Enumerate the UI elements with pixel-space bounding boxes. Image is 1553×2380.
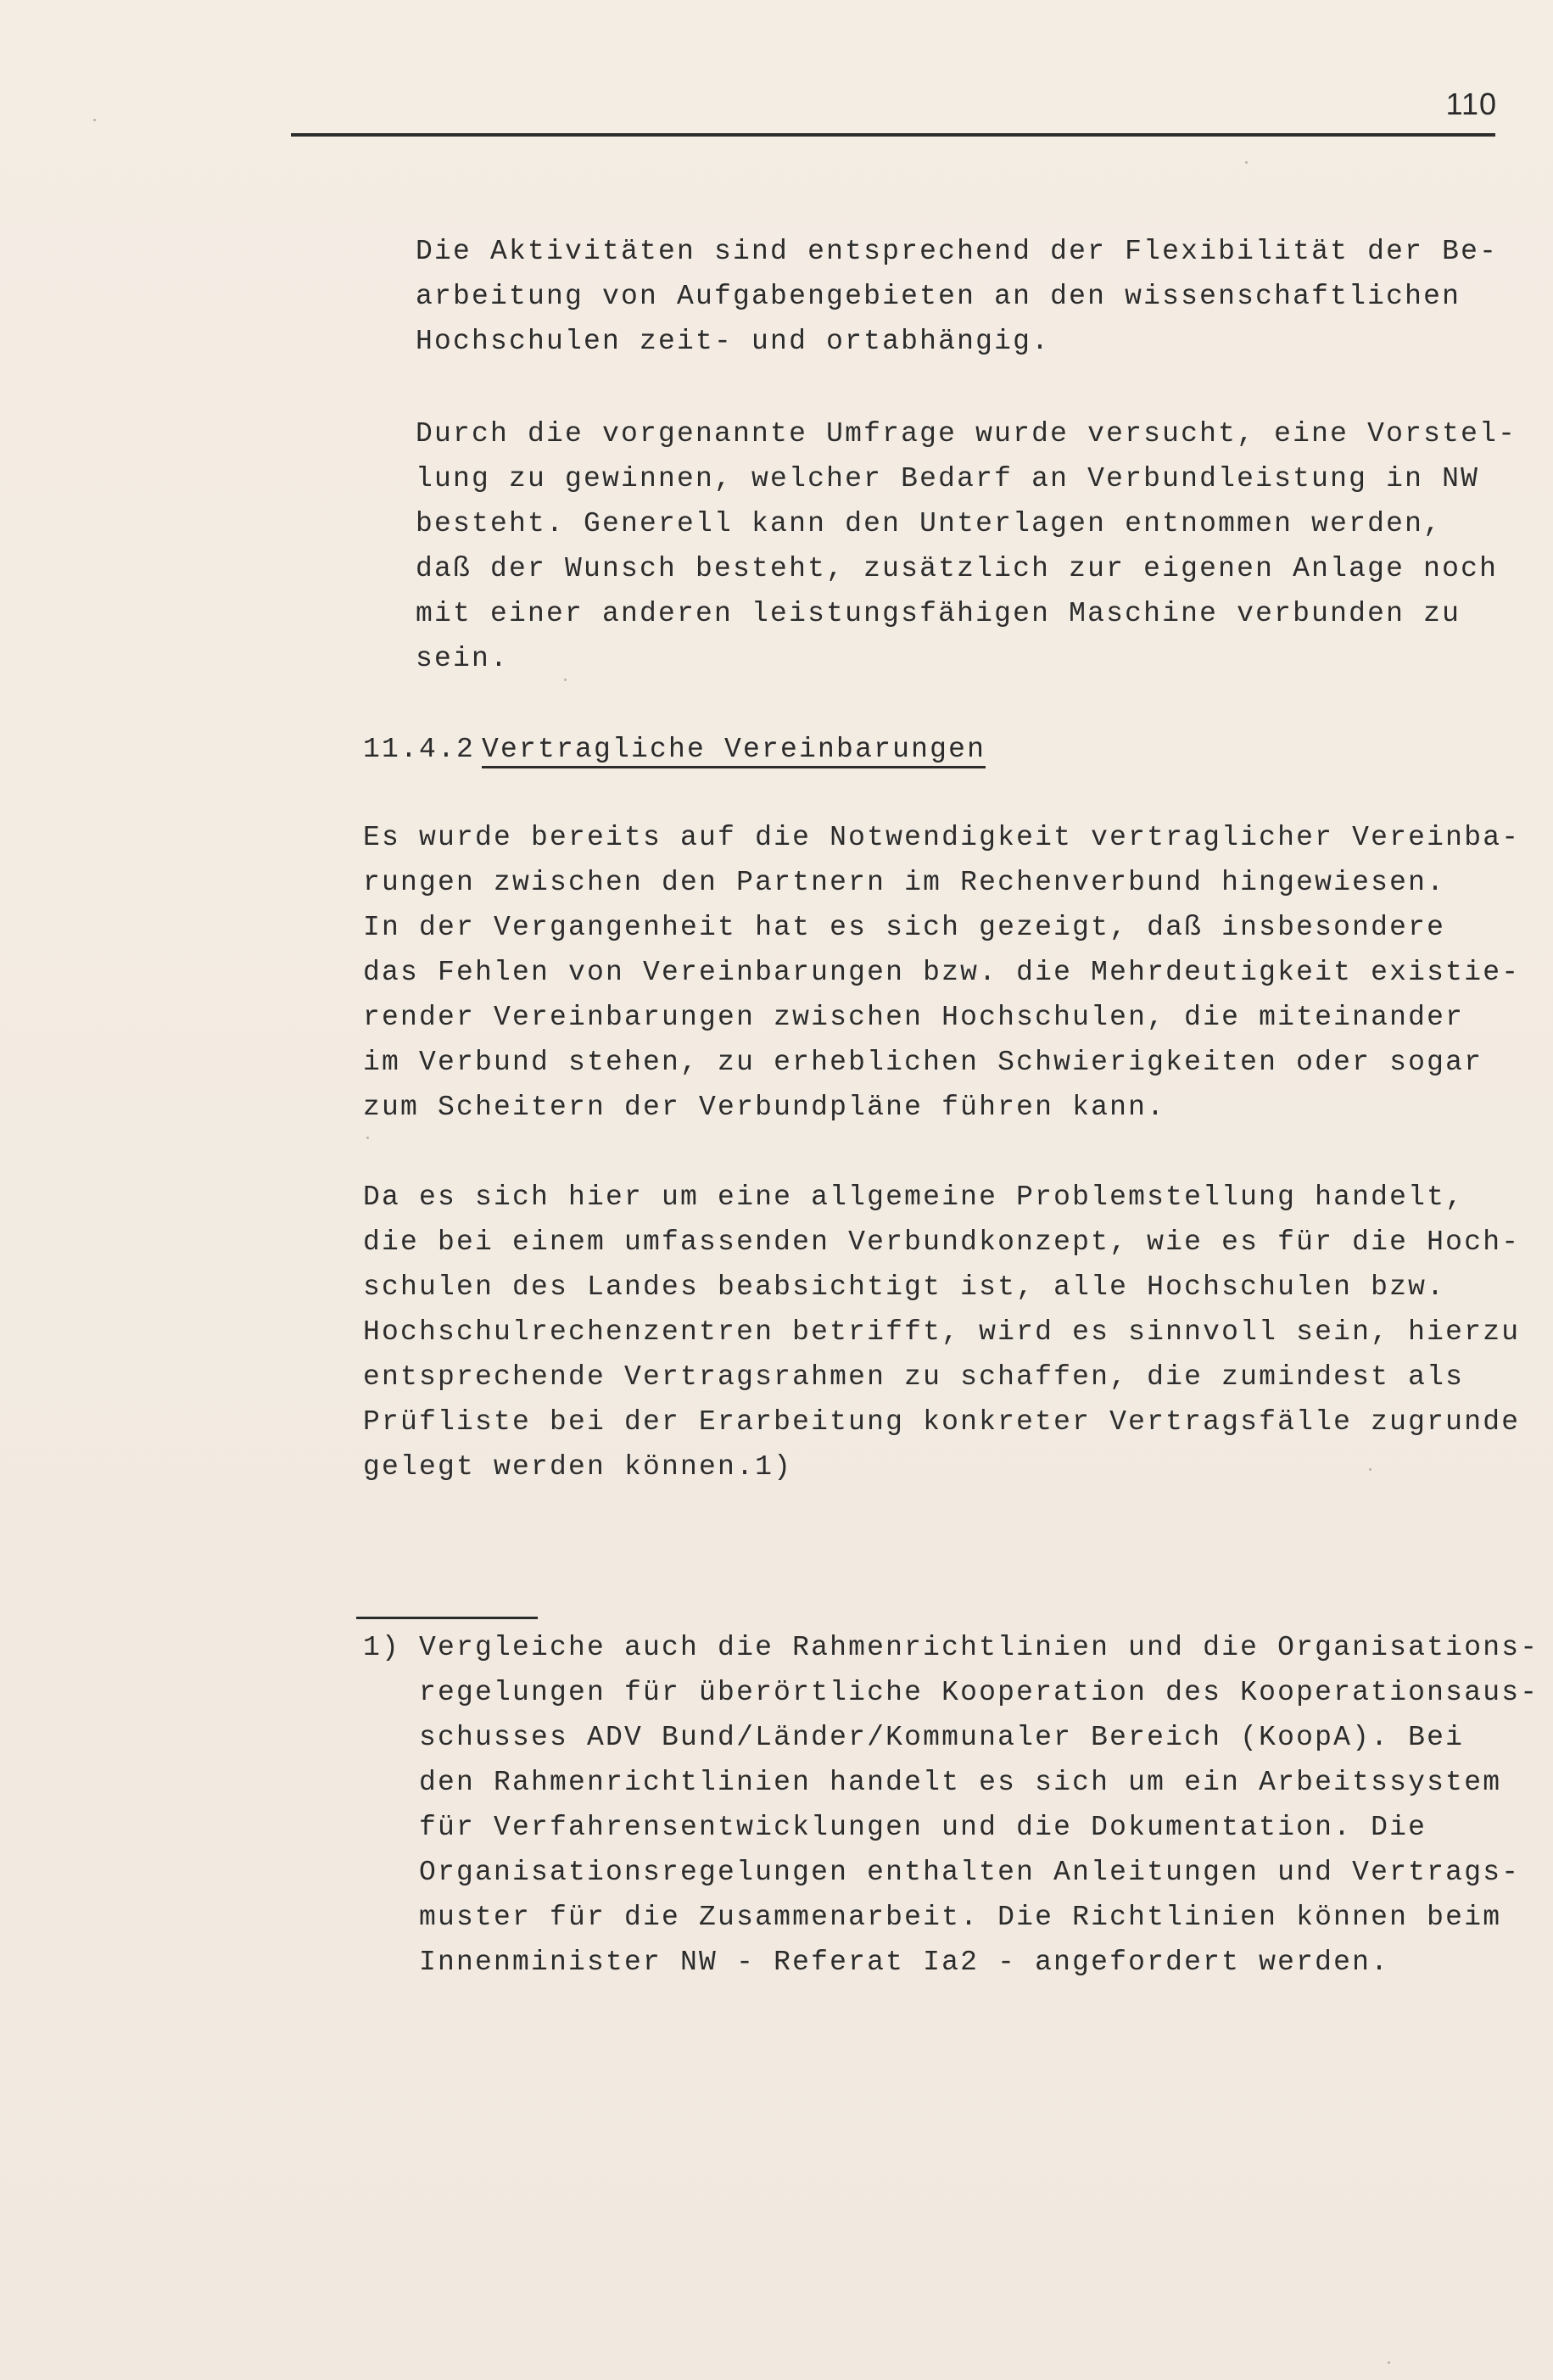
scan-speck xyxy=(366,1137,369,1139)
section-title: Vertragliche Vereinbarungen xyxy=(482,734,986,768)
text-line: zum Scheitern der Verbundpläne führen kann. xyxy=(363,1092,1166,1123)
text-line: Hochschulen zeit- und ortabhängig. xyxy=(416,326,1051,357)
text-line: arbeitung von Aufgabengebieten an den wissenschaftlichen xyxy=(416,281,1461,312)
text-line: Prüfliste bei der Erarbeitung konkreter Vertragsfälle zugrunde xyxy=(363,1406,1521,1438)
text-line: In der Vergangenheit hat es sich gezeigt, daß insbesondere xyxy=(363,912,1446,943)
text-line: Es wurde bereits auf die Notwendigkeit vertraglicher Vereinba- xyxy=(363,822,1521,853)
footnote-line: muster für die Zusammenarbeit. Die Richtlinien können beim xyxy=(363,1902,1502,1933)
text-line: daß der Wunsch besteht, zusätzlich zur eigenen Anlage noch xyxy=(416,553,1499,584)
text-line: das Fehlen von Vereinbarungen bzw. die Mehrdeutigkeit existie- xyxy=(363,957,1521,988)
scan-speck xyxy=(1388,2361,1390,2364)
scan-speck xyxy=(1369,1468,1371,1471)
text-line: besteht. Generell kann den Unterlagen entnommen werden, xyxy=(416,508,1443,539)
footnote-line: Organisationsregelungen enthalten Anleitungen und Vertrags- xyxy=(363,1857,1521,1888)
text-line: entsprechende Vertragsrahmen zu schaffen, die zumindest als xyxy=(363,1361,1465,1393)
text-line: schulen des Landes beabsichtigt ist, alle Hochschulen bzw. xyxy=(363,1271,1446,1303)
text-line: im Verbund stehen, zu erheblichen Schwierigkeiten oder sogar xyxy=(363,1047,1483,1078)
footnote-line: 1) Vergleiche auch die Rahmenrichtlinien und die Organisations- xyxy=(363,1632,1539,1663)
text-line: die bei einem umfassenden Verbundkonzept, wie es für die Hoch- xyxy=(363,1226,1521,1258)
scan-speck xyxy=(1245,161,1248,164)
text-line: rungen zwischen den Partnern im Rechenverbund hingewiesen. xyxy=(363,867,1446,898)
header-rule xyxy=(291,133,1495,137)
section-number: 11.4.2 xyxy=(363,734,476,765)
footnote-line: Innenminister NW - Referat Ia2 - angefordert werden. xyxy=(363,1947,1390,1978)
footnote-rule xyxy=(356,1617,538,1619)
footnote-line: den Rahmenrichtlinien handelt es sich um ein Arbeitssystem xyxy=(363,1767,1502,1798)
text-line: render Vereinbarungen zwischen Hochschulen, die miteinander xyxy=(363,1002,1465,1033)
text-line: lung zu gewinnen, welcher Bedarf an Verbundleistung in NW xyxy=(416,463,1480,494)
footnote-line: regelungen für überörtliche Kooperation des Kooperationsaus- xyxy=(363,1677,1539,1708)
text-line: mit einer anderen leistungsfähigen Maschine verbunden zu xyxy=(416,598,1461,629)
text-line: Die Aktivitäten sind entsprechend der Flexibilität der Be- xyxy=(416,236,1499,267)
text-line: Hochschulrechenzentren betrifft, wird es sinnvoll sein, hierzu xyxy=(363,1316,1521,1348)
page-number: 110 xyxy=(1445,87,1497,121)
text-line: Da es sich hier um eine allgemeine Problemstellung handelt, xyxy=(363,1182,1465,1213)
footnote-line: für Verfahrensentwicklungen und die Dokumentation. Die xyxy=(363,1812,1427,1843)
footnote-line: schusses ADV Bund/Länder/Kommunaler Bereich (KoopA). Bei xyxy=(363,1722,1465,1753)
scan-speck xyxy=(93,119,96,121)
scan-speck xyxy=(564,679,567,681)
text-line: gelegt werden können.1) xyxy=(363,1451,793,1483)
text-line: Durch die vorgenannte Umfrage wurde versucht, eine Vorstel- xyxy=(416,418,1517,450)
text-line: sein. xyxy=(416,643,510,674)
